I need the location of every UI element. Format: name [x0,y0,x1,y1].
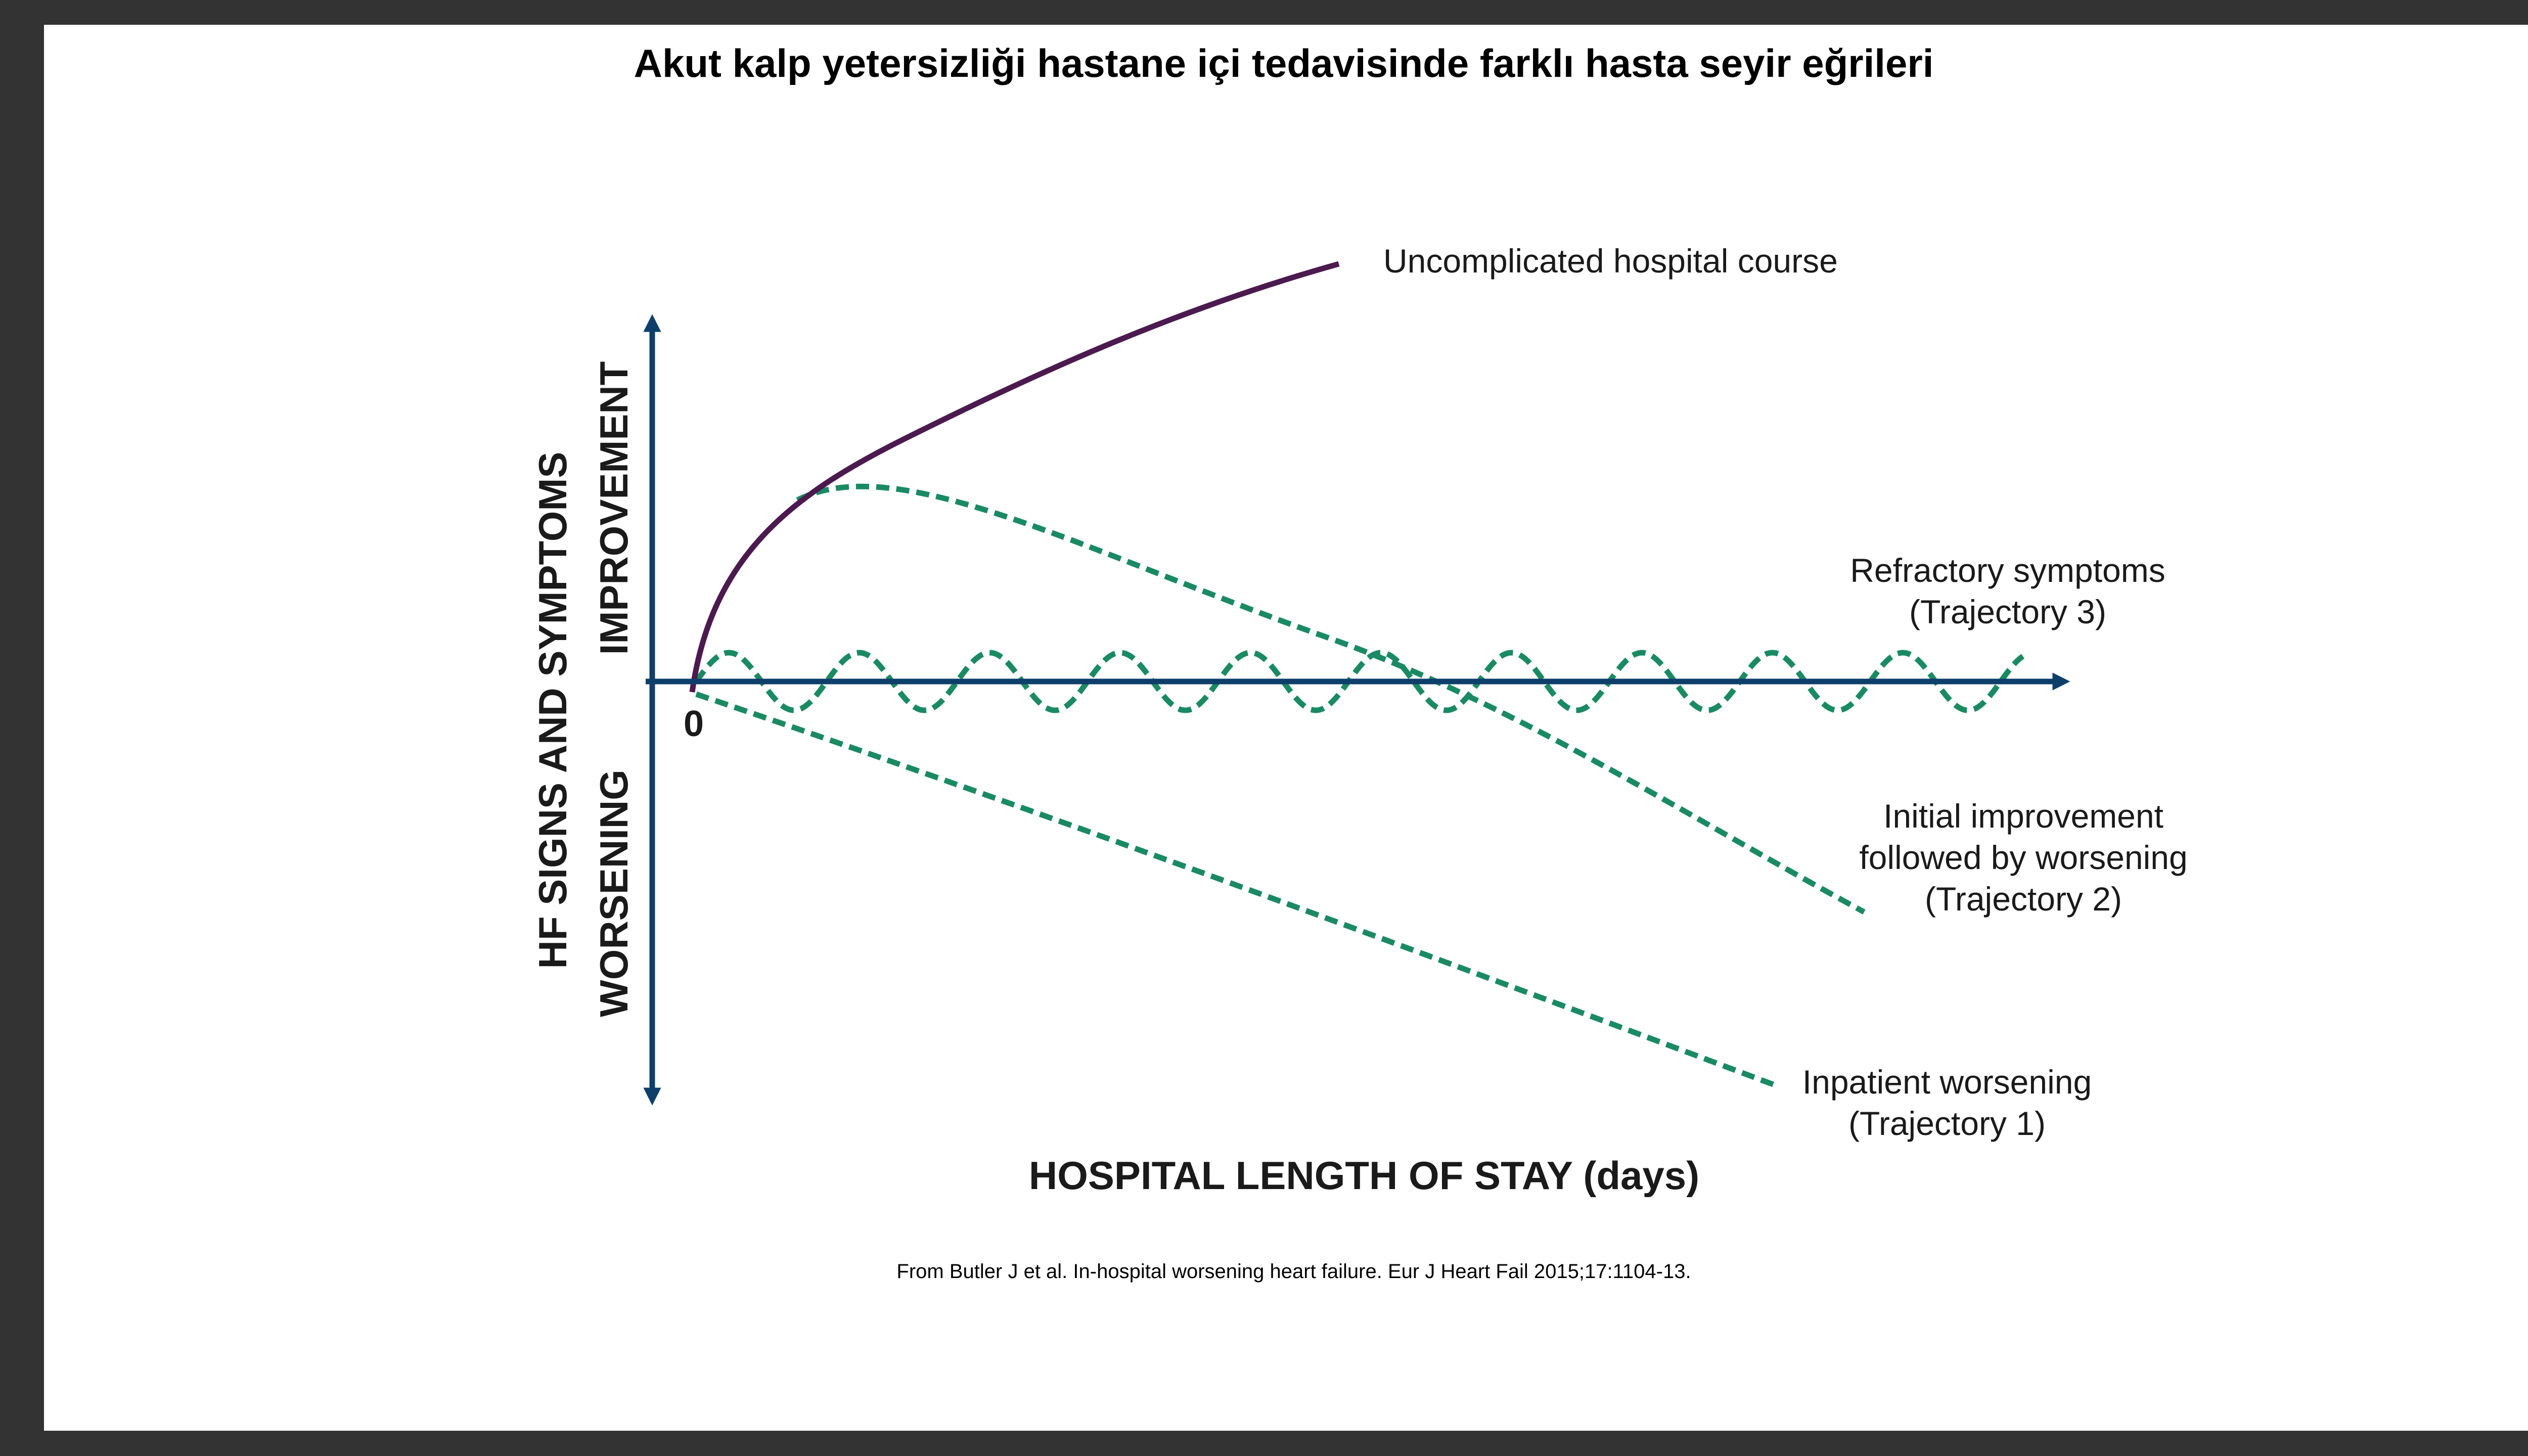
uncomplicated-course-label: Uncomplicated hospital course [1383,242,1838,280]
trajectory-2-label-line1: Initial improvement [1883,797,2163,835]
y-axis-improvement-label: IMPROVEMENT [592,361,636,655]
origin-label: 0 [683,704,704,744]
trajectory-3-label-line1: Refractory symptoms [1850,552,2165,589]
x-axis-title: HOSPITAL LENGTH OF STAY (days) [1028,1153,1700,1198]
trajectory-1-label-line2: (Trajectory 1) [1848,1105,2046,1142]
y-axis-title: HF SIGNS AND SYMPTOMS [530,451,575,969]
trajectory-2-label-line3: (Trajectory 2) [1925,880,2122,918]
citation: From Butler J et al. In-hospital worsening heart failure. Eur J Heart Fail 2015;17:1104-13. [896,1260,1691,1283]
uncomplicated-course-curve [692,264,1339,692]
slide [44,25,2528,1431]
slide-title: Akut kalp yetersizliği hastane içi tedavisinde farklı hasta seyir eğrileri [634,41,1934,85]
trajectory-1-label-line1: Inpatient worsening [1802,1063,2092,1101]
trajectory-1-curve [696,694,1773,1084]
trajectory-2-label-line2: followed by worsening [1859,839,2188,876]
trajectory-3-label-line2: (Trajectory 3) [1909,593,2106,630]
trajectory-2-curve [797,486,1864,912]
trajectory-diagram [44,25,2528,1431]
y-axis-worsening-label: WORSENING [592,769,636,1017]
